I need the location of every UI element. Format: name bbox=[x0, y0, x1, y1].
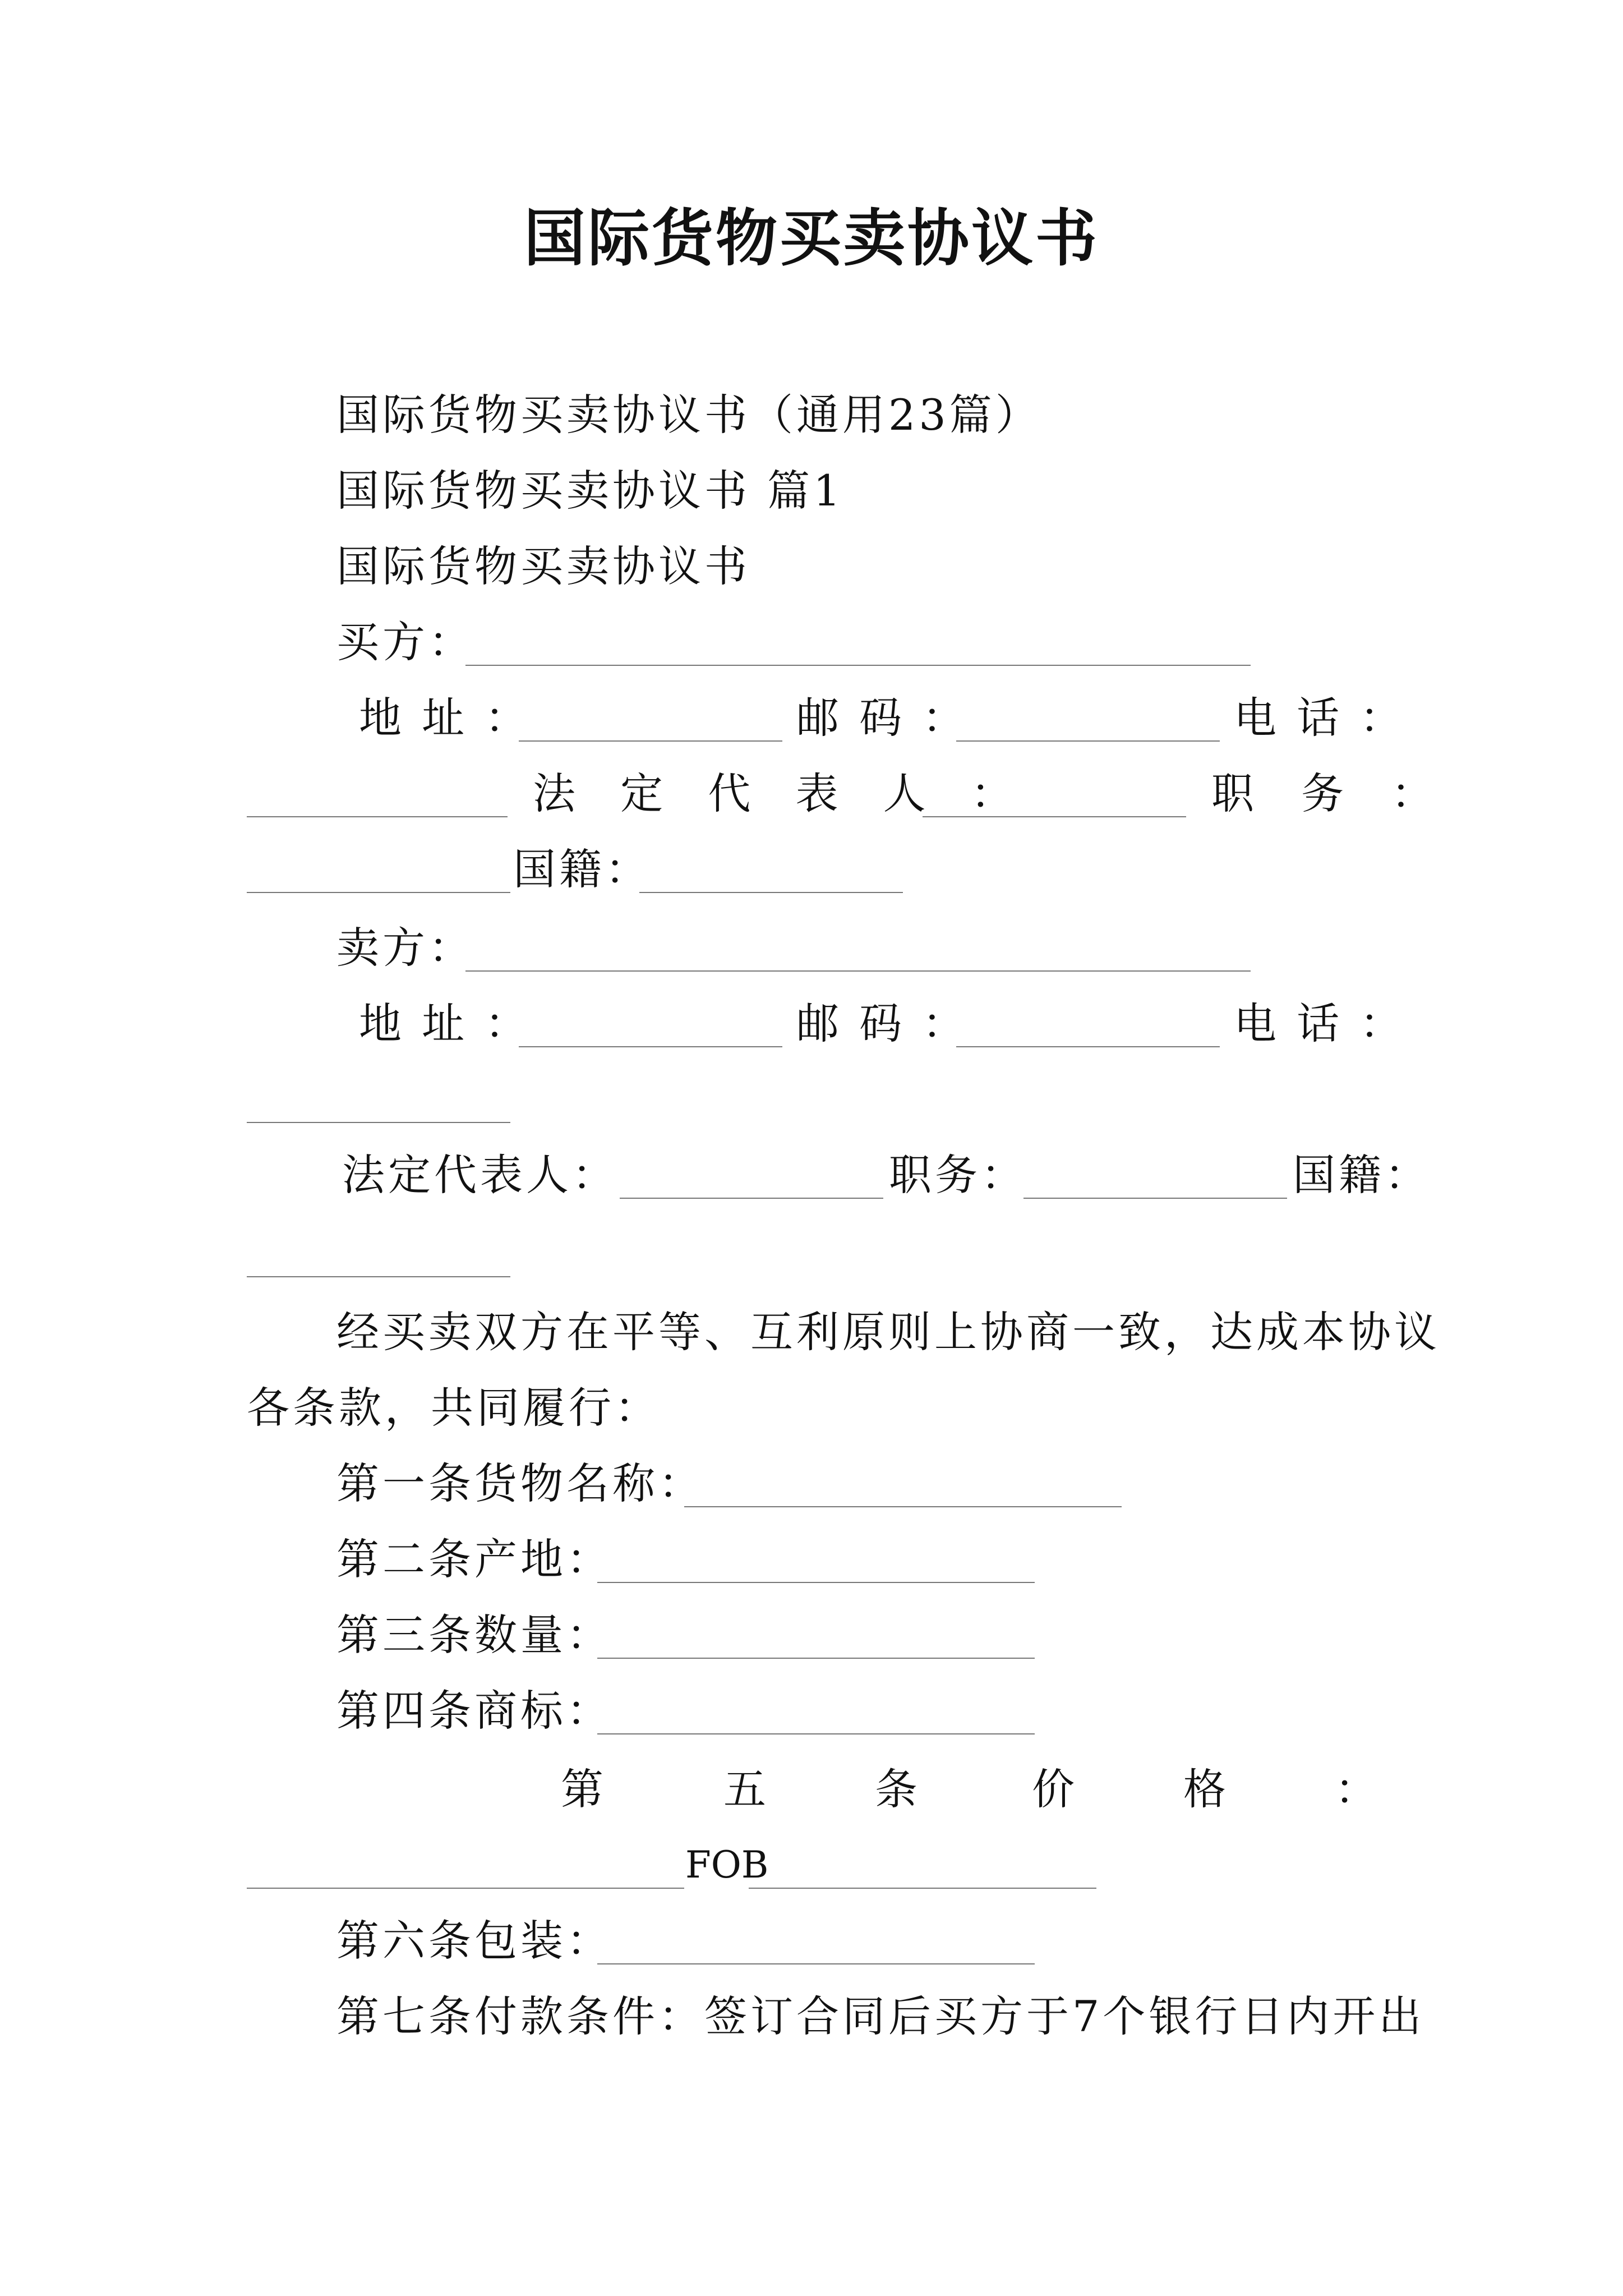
agreement-heading: 国际货物买卖协议书 bbox=[336, 541, 750, 591]
buyer-address-label: 地 址 ： bbox=[359, 693, 531, 743]
buyer-postcode-label: 邮 码 ： bbox=[796, 693, 969, 743]
article-1-label: 第一条货物名称： bbox=[336, 1458, 704, 1508]
seller-nationality-blank[interactable] bbox=[247, 1276, 510, 1277]
article-1-blank[interactable] bbox=[684, 1506, 1122, 1507]
seller-position-blank[interactable] bbox=[1023, 1198, 1287, 1199]
article-7-text: 第七条付款条件：签订合同后买方于7个银行日内开出 bbox=[336, 1991, 1425, 2041]
agreement-text-line-1: 经买卖双方在平等、互利原则上协商一致，达成本协议 bbox=[336, 1307, 1440, 1357]
article-5-char-3: 条 bbox=[875, 1764, 917, 1814]
part-heading: 国际货物买卖协议书 篇1 bbox=[336, 466, 844, 516]
buyer-legal-rep-blank[interactable] bbox=[923, 816, 1186, 817]
article-4-label: 第四条商标： bbox=[336, 1686, 612, 1736]
buyer-position-label: 职 务 ： bbox=[1211, 769, 1451, 818]
buyer-nationality-blank[interactable] bbox=[639, 892, 903, 893]
article-3-blank[interactable] bbox=[597, 1658, 1035, 1659]
buyer-legal-rep-label: 法 定 代 表 人 ： bbox=[533, 769, 1029, 818]
article-2-label: 第二条产地： bbox=[336, 1534, 612, 1584]
seller-postcode-label: 邮 码 ： bbox=[796, 999, 969, 1048]
seller-nationality-label: 国籍： bbox=[1293, 1150, 1431, 1200]
fob-term: FOB bbox=[685, 1843, 769, 1887]
seller-label: 卖方： bbox=[336, 923, 474, 973]
seller-postcode-blank[interactable] bbox=[956, 1046, 1220, 1047]
seller-position-label: 职务： bbox=[889, 1150, 1027, 1200]
article-5-char-5: 格 bbox=[1183, 1764, 1226, 1814]
article-5-fob-blank[interactable] bbox=[749, 1888, 1096, 1889]
seller-phone-blank[interactable] bbox=[247, 1122, 510, 1123]
article-6-label: 第六条包装： bbox=[336, 1916, 612, 1966]
buyer-postcode-blank[interactable] bbox=[956, 740, 1220, 742]
seller-blank[interactable] bbox=[465, 970, 1251, 972]
seller-legal-rep-blank[interactable] bbox=[620, 1198, 883, 1199]
seller-address-label: 地 址 ： bbox=[359, 999, 531, 1048]
buyer-phone-label: 电 话 ： bbox=[1234, 693, 1406, 743]
buyer-label: 买方： bbox=[336, 617, 474, 667]
buyer-nationality-label: 国籍： bbox=[513, 844, 651, 894]
buyer-address-blank[interactable] bbox=[519, 740, 782, 742]
article-3-label: 第三条数量： bbox=[336, 1610, 612, 1660]
article-5-price-blank[interactable] bbox=[247, 1888, 684, 1889]
document-title: 国际货物买卖协议书 bbox=[524, 202, 1099, 274]
article-6-blank[interactable] bbox=[597, 1963, 1035, 1964]
article-4-blank[interactable] bbox=[597, 1733, 1035, 1734]
buyer-blank[interactable] bbox=[465, 665, 1251, 666]
seller-phone-label: 电 话 ： bbox=[1234, 999, 1406, 1048]
subtitle: 国际货物买卖协议书（通用23篇） bbox=[336, 390, 1041, 440]
seller-legal-rep-label: 法定代表人： bbox=[342, 1150, 618, 1200]
buyer-position-blank[interactable] bbox=[247, 892, 510, 893]
article-2-blank[interactable] bbox=[597, 1582, 1035, 1583]
article-5-char-2: 五 bbox=[723, 1764, 766, 1814]
article-5-char-6: ： bbox=[1335, 1764, 1377, 1814]
agreement-text-line-2: 各条款，共同履行： bbox=[247, 1383, 661, 1433]
seller-address-blank[interactable] bbox=[519, 1046, 782, 1047]
buyer-phone-blank[interactable] bbox=[247, 816, 508, 817]
article-5-char-1: 第 bbox=[561, 1764, 603, 1814]
article-5-char-4: 价 bbox=[1032, 1764, 1075, 1814]
